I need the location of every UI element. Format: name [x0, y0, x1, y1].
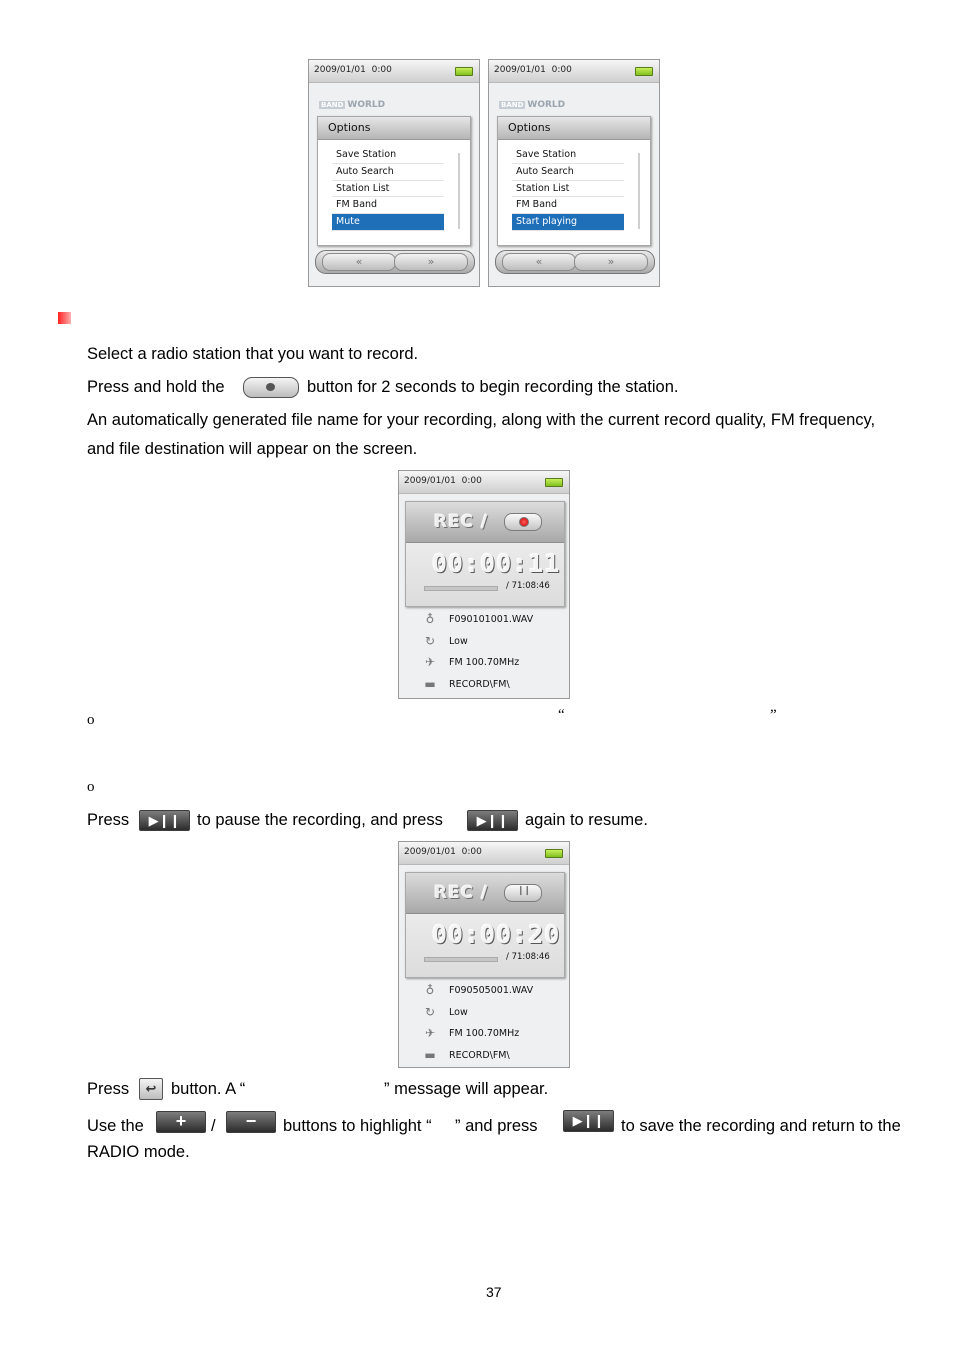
menu-item-station-list[interactable]: Station List [512, 181, 624, 198]
nav-bar [495, 250, 655, 274]
back-post: ” message will appear. [384, 1080, 549, 1098]
status-datetime: 2009/01/01 0:00 [494, 65, 572, 75]
battery-icon [545, 478, 563, 487]
note2-bullet: o [87, 779, 95, 795]
play-pause-button-icon: ▶❙❙ [563, 1110, 614, 1132]
menu-scrollbar[interactable] [638, 153, 640, 229]
band-world-logo: BAND WORLD [501, 100, 566, 110]
use-line2: RADIO mode. [87, 1143, 190, 1161]
record-title: REC / [434, 512, 489, 532]
record-dot-icon [519, 517, 529, 527]
nav-bar [315, 250, 475, 274]
menu-item-start-playing[interactable]: Start playing [512, 214, 624, 231]
section-marker-icon [58, 312, 71, 324]
quality-icon: ↻ [424, 1004, 436, 1019]
record-status-button [504, 884, 542, 902]
battery-icon [455, 67, 473, 76]
info-frequency: ✈ FM 100.70MHz [424, 655, 520, 670]
status-bar [399, 842, 569, 865]
step-filename-info: An automatically generated file name for your recording, along with the current record quality, FM frequency, and file destination will appear on the screen. [87, 411, 876, 458]
elapsed-time: 00:00:11 [432, 549, 561, 578]
options-title: Options [498, 117, 650, 140]
step-hold-pre: Press and hold the [87, 378, 225, 396]
battery-icon [545, 849, 563, 858]
status-bar [489, 60, 659, 83]
use-pre: Use the [87, 1117, 144, 1135]
menu-item-fm-band[interactable]: FM Band [332, 197, 444, 214]
menu-item-save-station[interactable]: Save Station [512, 147, 624, 164]
prev-button[interactable]: « [322, 253, 396, 271]
record-panel [405, 501, 565, 607]
options-screen-start-playing [488, 59, 660, 287]
options-screen-mute [308, 59, 480, 287]
status-datetime: 2009/01/01 0:00 [404, 847, 482, 857]
options-menu [497, 116, 651, 246]
prev-button[interactable]: « [502, 253, 576, 271]
play-pause-button-icon: ▶❙❙ [139, 810, 190, 831]
note-quote-close: ” [770, 707, 777, 723]
step-select-station: Select a radio station that you want to record. [87, 345, 419, 363]
pause-mid: to pause the recording, and press [197, 811, 443, 829]
record-title: REC / [434, 883, 489, 903]
menu-scrollbar[interactable] [458, 153, 460, 229]
microphone-icon: ♁ [425, 983, 435, 997]
info-folder: ▬ RECORD\FM\ [424, 1048, 510, 1063]
record-progress-bar [424, 957, 498, 962]
menu-item-auto-search[interactable]: Auto Search [332, 164, 444, 181]
battery-icon [635, 67, 653, 76]
menu-item-save-station[interactable]: Save Station [332, 147, 444, 164]
next-button[interactable]: » [394, 253, 468, 271]
elapsed-time: 00:00:20 [432, 920, 561, 949]
record-progress-bar [424, 586, 498, 591]
page-number: 37 [486, 1284, 502, 1300]
antenna-icon: ✈ [424, 1026, 436, 1041]
info-frequency: ✈ FM 100.70MHz [424, 1026, 520, 1041]
record-screen-paused [398, 841, 570, 1068]
pause-icon: ❙❙ [517, 886, 531, 896]
use-mid2: ” and press [455, 1117, 538, 1135]
info-quality: ↻ Low [424, 633, 468, 648]
use-slash: / [211, 1117, 216, 1135]
next-button[interactable]: » [574, 253, 648, 271]
status-bar [309, 60, 479, 83]
record-panel [405, 872, 565, 978]
use-post: to save the recording and return to the [621, 1117, 901, 1135]
menu-item-mute[interactable]: Mute [332, 214, 444, 231]
menu-item-fm-band[interactable]: FM Band [512, 197, 624, 214]
note-bullet: o [87, 712, 95, 728]
pause-post: again to resume. [525, 811, 648, 829]
folder-icon: ▬ [424, 1048, 436, 1063]
use-mid: buttons to highlight “ [283, 1117, 432, 1135]
folder-icon: ▬ [424, 677, 436, 692]
note-quote-open: “ [558, 707, 565, 723]
menu-item-auto-search[interactable]: Auto Search [512, 164, 624, 181]
options-menu [317, 116, 471, 246]
status-datetime: 2009/01/01 0:00 [314, 65, 392, 75]
band-world-logo: BAND WORLD [321, 100, 386, 110]
pause-pre: Press [87, 811, 130, 829]
total-time: / 71:08:46 [506, 581, 550, 591]
info-folder: ▬ RECORD\FM\ [424, 677, 510, 692]
back-button-icon: ↩ [139, 1078, 163, 1100]
total-time: / 71:08:46 [506, 952, 550, 962]
status-datetime: 2009/01/01 0:00 [404, 476, 482, 486]
quality-icon: ↻ [424, 633, 436, 648]
antenna-icon: ✈ [424, 655, 436, 670]
menu-item-station-list[interactable]: Station List [332, 181, 444, 198]
info-file: ♁ F090101001.WAV [423, 609, 533, 631]
record-button-icon [243, 377, 299, 398]
options-title: Options [318, 117, 470, 140]
info-quality: ↻ Low [424, 1004, 468, 1019]
plus-button-icon: + [156, 1111, 206, 1133]
play-pause-button-icon: ▶❙❙ [467, 810, 518, 831]
minus-button-icon: − [226, 1111, 276, 1133]
step-hold-post: button for 2 seconds to begin recording the station. [307, 378, 679, 396]
info-file: ♁ F090505001.WAV [423, 980, 533, 1002]
status-bar [399, 471, 569, 494]
microphone-icon: ♁ [425, 612, 435, 626]
record-screen-recording [398, 470, 570, 699]
back-pre: Press [87, 1080, 130, 1098]
back-mid: button. A “ [171, 1080, 246, 1098]
record-status-button [504, 513, 542, 531]
